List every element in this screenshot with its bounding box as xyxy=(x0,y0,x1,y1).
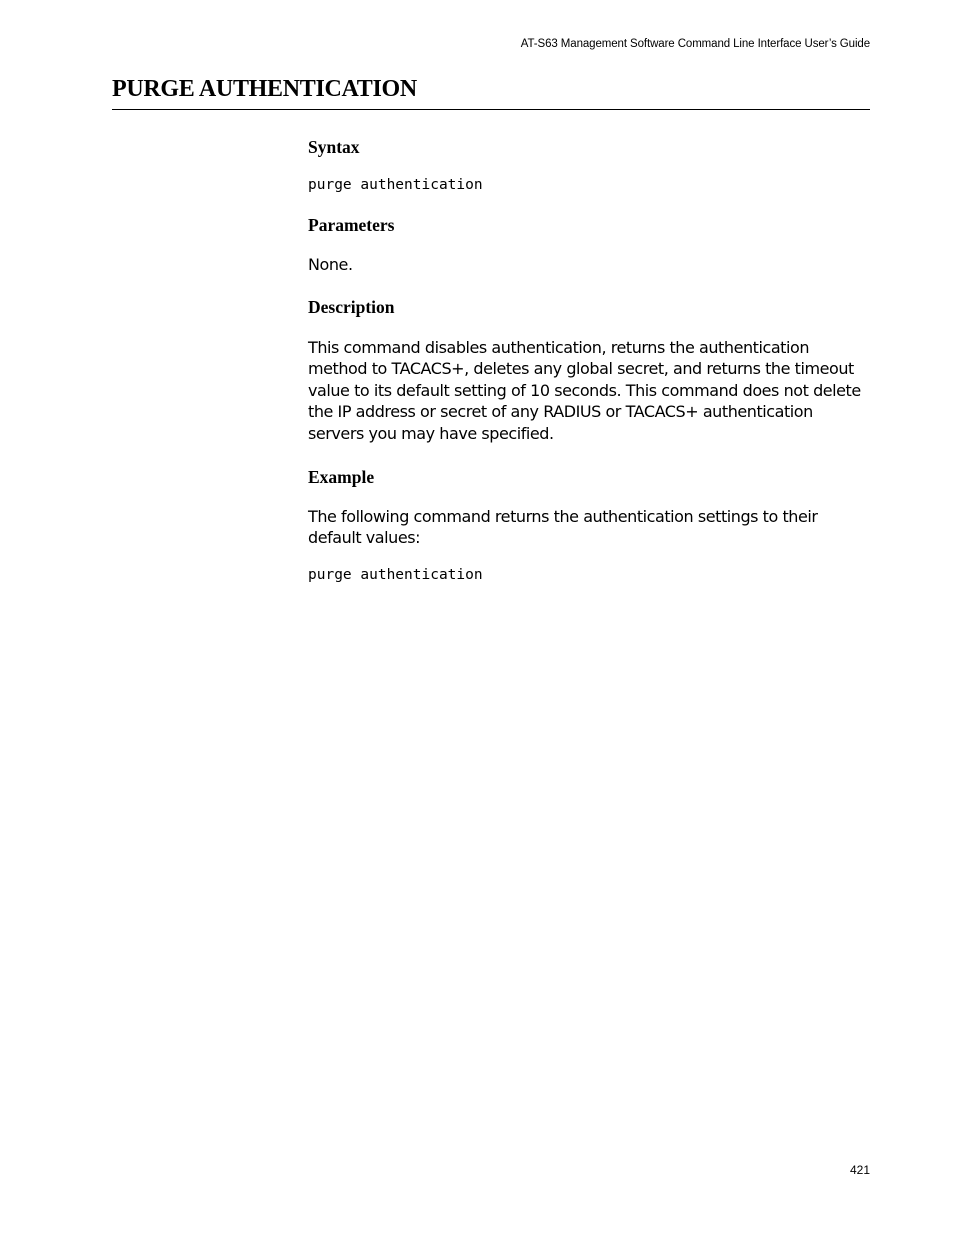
example-code: purge authentication xyxy=(308,566,483,583)
syntax-code: purge authentication xyxy=(308,177,483,193)
content-column xyxy=(308,136,870,585)
description-text: This command disables authentication, returns the authentication method to TACACS+, deletes any global secret, and returns the timeout value to its default setting of 10 seconds. This command does not delete the IP address or secret of any RADIUS or TACACS+ authentication servers you may have specified. xyxy=(308,337,861,443)
example-text: The following command returns the authentication settings to their default values: xyxy=(308,506,818,548)
running-header: AT-S63 Management Software Command Line Interface User’s Guide xyxy=(520,38,870,50)
description-heading: Description xyxy=(308,296,395,317)
page-title: PURGE AUTHENTICATION xyxy=(112,76,417,102)
syntax-heading: Syntax xyxy=(308,137,360,157)
page-number: 421 xyxy=(849,1163,870,1177)
parameters-text: None. xyxy=(308,255,353,274)
example-heading: Example xyxy=(308,466,375,487)
parameters-heading: Parameters xyxy=(308,215,395,235)
title-rule xyxy=(112,109,870,110)
